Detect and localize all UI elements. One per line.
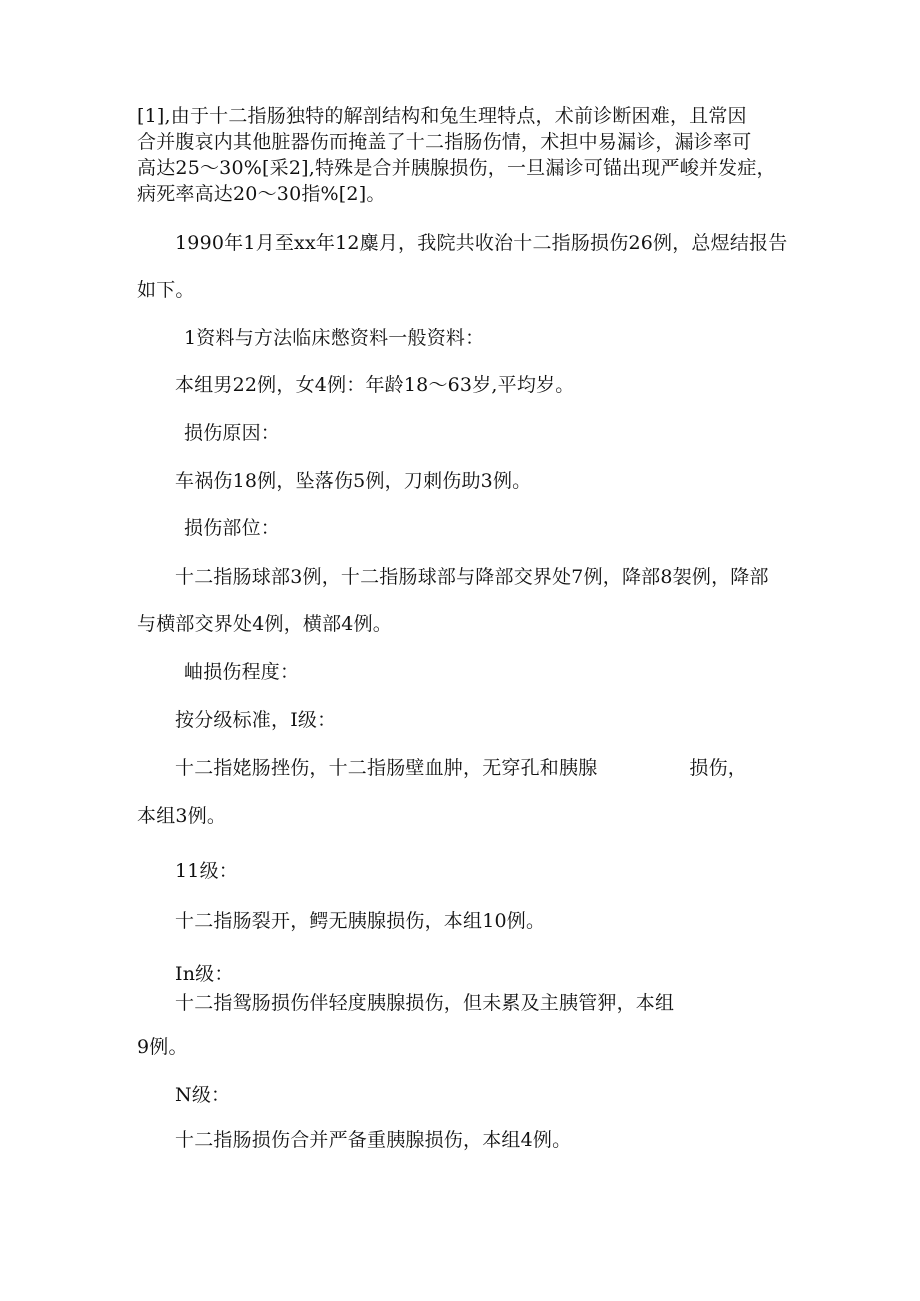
paragraph-1-line-2: 合并腹哀内其他脏器伤而掩盖了十二指肠伤情，术担中易漏诊，漏诊率可: [137, 131, 752, 153]
heading-degree: 岫损伤程度：: [184, 661, 300, 683]
grade-4-label: N级：: [175, 1084, 231, 1106]
grade-3-text-line-1: 十二指鸳肠损伤伴轻度胰腺损伤，但未累及主胰管狎，本组: [175, 992, 675, 1014]
site-text-line-2: 与横部交界处4例，横部4例。: [137, 613, 392, 635]
paragraph-1-line-3: 高达25～30%[采2],特殊是合并胰腺损伤，一旦漏诊可锚出现严峻并发症，: [137, 157, 776, 179]
grade-1-text-part-b: 损伤，: [689, 757, 748, 779]
grade-4-text: 十二指肠损伤合并严备重胰腺损伤，本组4例。: [175, 1129, 572, 1151]
cause-text: 车祸伤18例，坠落伤5例，刀刺伤助3例。: [175, 470, 532, 492]
grading-standard: 按分级标准，I级：: [175, 709, 337, 731]
paragraph-1-line-4: 病死率高达20～30指%[2]。: [137, 183, 386, 205]
grade-1-text-line-2: 本组3例。: [137, 805, 227, 827]
heading-materials: 1资料与方法临床憋资料一般资料：: [184, 327, 485, 349]
paragraph-1-line-1: [1],由于十二指肠独特的解剖结构和兔生理特点，术前诊断困难，且常因: [137, 105, 747, 127]
grade-1-text-line-1: [175, 756, 747, 780]
grade-1-text-part-a: 十二指姥肠挫伤，十二指肠壁血肿，无穿孔和胰腺: [175, 757, 598, 779]
general-info: 本组男22例，女4例：年龄18～63岁,平均岁。: [175, 374, 575, 396]
paragraph-2-line-2: 如下。: [137, 279, 195, 301]
heading-site: 损伤部位：: [184, 517, 281, 539]
paragraph-2-line-1: 1990年1月至xx年12麋月，我院共收治十二指肠损伤26例，总煜结报告: [175, 232, 788, 254]
grade-2-label: 11级：: [175, 860, 238, 882]
grade-2-text: 十二指肠裂开，鳄无胰腺损伤，本组10例。: [175, 910, 546, 932]
heading-cause: 损伤原因：: [184, 422, 281, 444]
grade-3-text-line-2: 9例。: [137, 1036, 188, 1058]
site-text-line-1: 十二指肠球部3例，十二指肠球部与降部交界处7例，降部8袈例，降部: [175, 566, 769, 588]
grade-3-label: In级：: [175, 963, 234, 985]
